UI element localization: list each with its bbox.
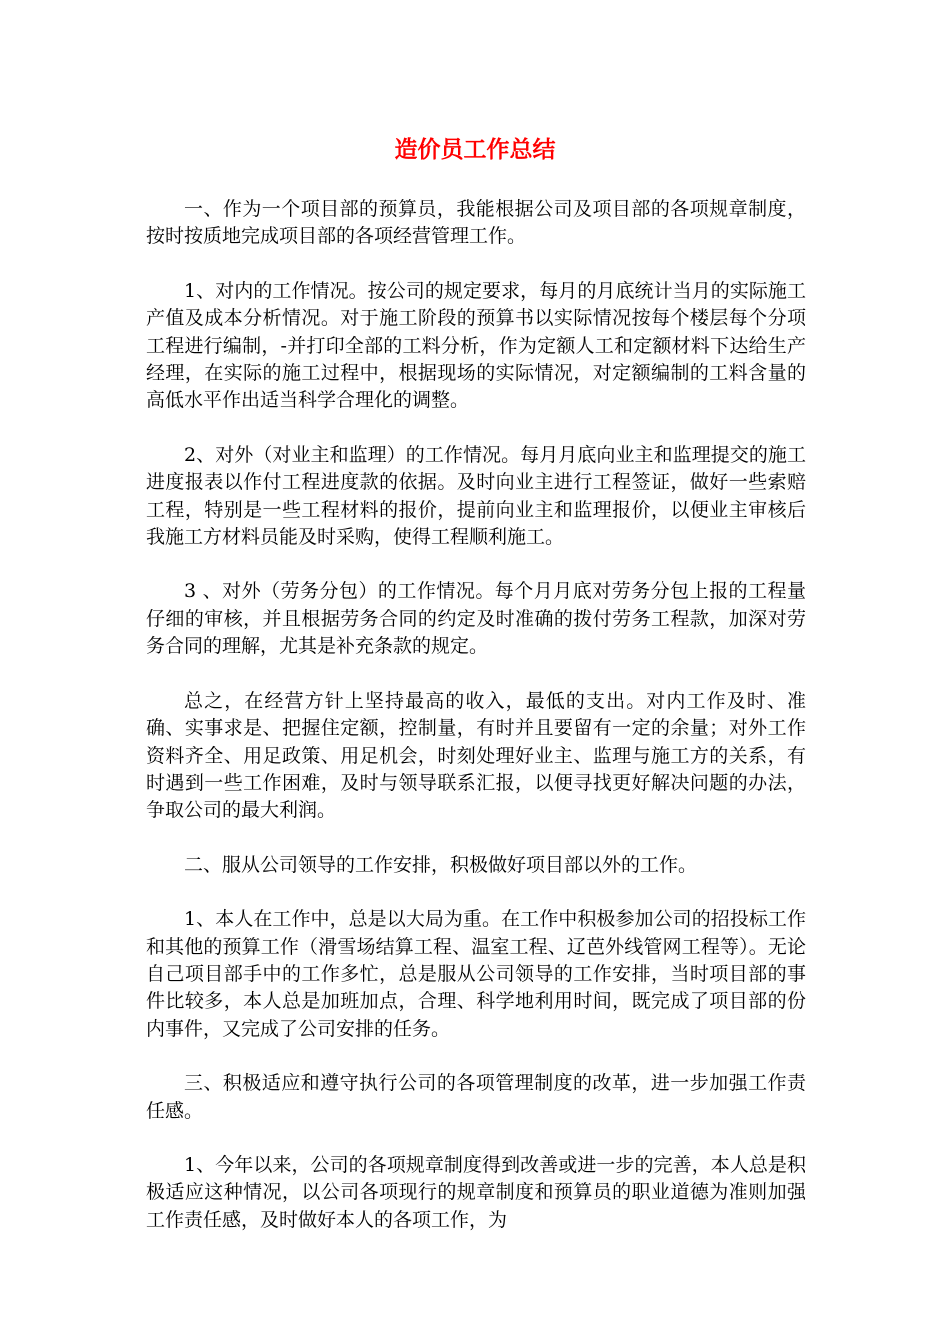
document-body <box>146 196 806 1234</box>
paragraph-section-3: 三、积极适应和遵守执行公司的各项管理制度的改革，进一步加强工作责任感。 <box>146 1072 806 1122</box>
paragraph-section-1: 一、作为一个项目部的预算员，我能根据公司及项目部的各项规章制度，按时按质地完成项目部的各项经营管理工作。 <box>146 198 806 248</box>
paragraph-internal-work: 1、对内的工作情况。按公司的规定要求，每月的月底统计当月的实际施工产值及成本分析情况。对于施工阶段的预算书以实际情况按每个楼层每个分项工程进行编制，-并打印全部的工料分析，作为定额人工和定额材料下达给生产经理，在实际的施工过程中，根据现场的实际情况，对定额编制的工料含量的高低水平作出适当科学合理化的调整。 <box>146 279 806 412</box>
paragraph-section-2: 二、服从公司领导的工作安排，积极做好项目部以外的工作。 <box>184 853 698 876</box>
paragraph-external-labor: 3 、对外（劳务分包）的工作情况。每个月月底对劳务分包上报的工程量仔细的审核，并且根据劳务合同的约定及时准确的拨付劳务工程款，加深对劳务合同的理解，尤其是补充条款的规定。 <box>146 580 806 658</box>
paragraph-overall-situation: 1、本人在工作中，总是以大局为重。在工作中积极参加公司的招投标工作和其他的预算工作（滑雪场结算工程、温室工程、辽芭外线管网工程等）。无论自己项目部手中的工作多忙，总是服从公司领导的工作安排，当时项目部的事件比较多，本人总是加班加点，合理、科学地利用时间，既完成了项目部的份内事件，又完成了公司安排的任务。 <box>146 908 806 1040</box>
paragraph-external-owner: 2、对外（对业主和监理）的工作情况。每月月底向业主和监理提交的施工进度报表以作付工程进度款的依据。及时向业主进行工程签证，做好一些索赔工程，特别是一些工程材料的报价，提前向业主和监理报价，以便业主审核后 我施工方材料员能及时采购，使得工程顺利施工。 <box>146 443 806 549</box>
paragraph-regulations: 1、今年以来，公司的各项规章制度得到改善或进一步的完善，本人总是积极适应这种情况，以公司各项现行的规章制度和预算员的职业道德为准则加强工作责任感，及时做好本人的各项工作，为 <box>146 1153 806 1231</box>
document-title: 造价员工作总结 <box>394 137 556 163</box>
paragraph-summary: 总之，在经营方针上坚持最高的收入，最低的支出。对内工作及时、准确、实事求是、把握住定额，控制量，有时并且要留有一定的余量；对外工作资料齐全、用足政策、用足机会，时刻处理好业主、监理与施工方的关系，有时遇到一些工作困难，及时与领导联系汇报，以便寻找更好解决问题的办法，争取公司的最大利润。 <box>146 689 806 822</box>
